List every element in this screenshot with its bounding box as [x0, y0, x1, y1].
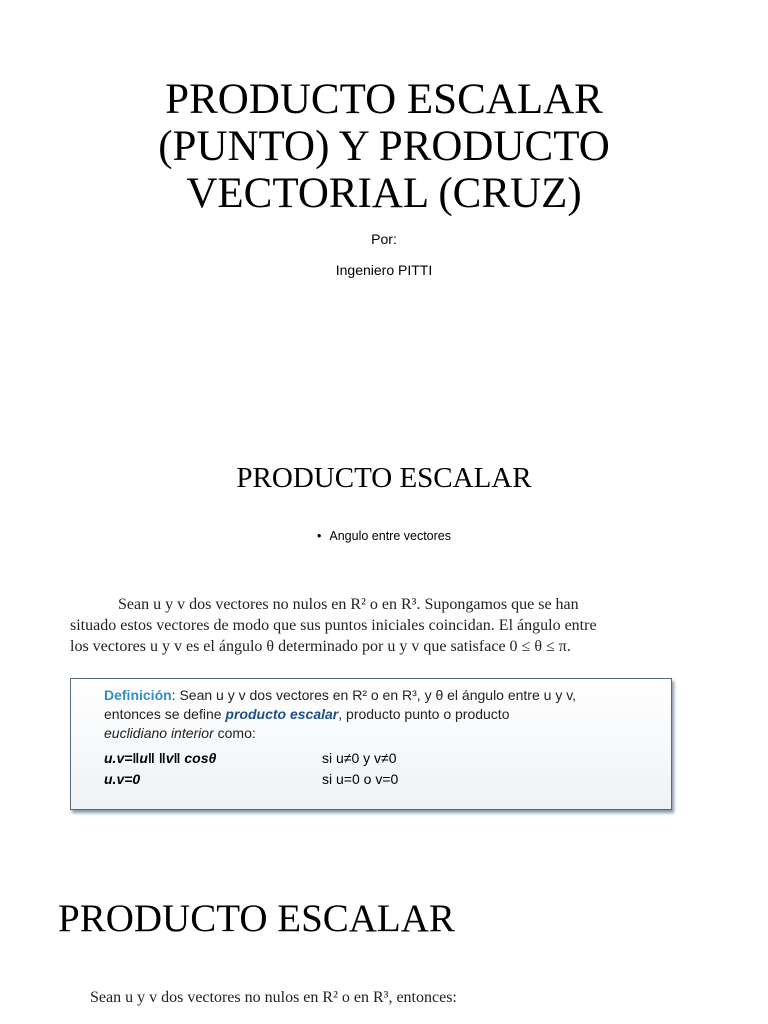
section-title-2: PRODUCTO ESCALAR [58, 897, 455, 940]
por-label: Por: [371, 231, 397, 247]
bullet-text: Angulo entre vectores [329, 529, 451, 543]
intro-line: situado estos vectores de modo que sus puntos iniciales coincidan. El ángulo entre [70, 617, 597, 634]
bullet-item [0, 529, 768, 543]
term-producto-escalar: producto escalar [225, 706, 339, 722]
main-title [0, 76, 768, 217]
definition-label: Definición [104, 687, 172, 703]
main-title-line-3: VECTORIAL (CRUZ) [186, 170, 582, 217]
bullet-dot-icon: • [317, 529, 322, 543]
intro-line: los vectores u y v es el ángulo θ determinado por u y v que satisface 0 ≤ θ ≤ π. [70, 638, 571, 655]
slide3-paragraph: Sean u y v dos vectores no nulos en R² o en R³, entonces: [90, 989, 457, 1006]
author-name: Ingeniero PITTI [335, 262, 433, 278]
condition-zero: si u=0 o v=0 [322, 771, 399, 787]
formula-nonzero: u.v=‖u‖ ‖v‖ cosθ [104, 750, 217, 766]
condition-nonzero: si u≠0 y v≠0 [322, 750, 397, 766]
formula-zero: u.v=0 [104, 771, 141, 787]
main-title-line-2: (PUNTO) Y PRODUCTO [158, 123, 610, 170]
section-title: PRODUCTO ESCALAR [236, 462, 532, 494]
intro-line: Sean u y v dos vectores no nulos en R² o en R³. Supongamos que se han [118, 596, 579, 613]
main-title-line-1: PRODUCTO ESCALAR [165, 76, 603, 123]
intro-paragraph [70, 594, 674, 657]
definition-text: Definición: Sean u y v dos vectores en R² o en R³, y θ el ángulo entre u y v, entonces se define producto escalar, producto punto o producto euclidiano interior como: [104, 687, 577, 741]
